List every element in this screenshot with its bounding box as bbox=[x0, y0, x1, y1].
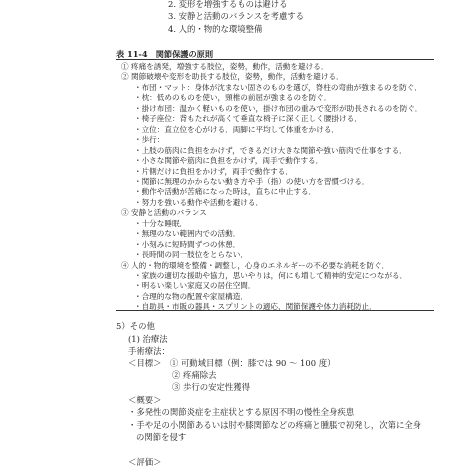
table-bullet: ・合理的な物の配置や家屋構造． bbox=[134, 291, 248, 301]
table-bullet: ・努力を強いる動作や活動を避ける． bbox=[134, 197, 264, 207]
top-list-item: 4. 人的・物的な環境整備 bbox=[168, 24, 263, 34]
table-caption: 表 11-4 関節保護の原則 bbox=[116, 49, 214, 59]
section-line: ＜概要＞ bbox=[128, 395, 162, 405]
table-bullet: ・上肢の筋肉に負担をかけず，できるだけ大きな関節や強い筋肉で仕事をする． bbox=[134, 145, 407, 155]
section-line: ③ 歩行の安定性獲得 bbox=[172, 382, 251, 392]
table-bullet: ・椅子座位：背もたれが高くて垂直な椅子に深く正しく腰掛ける． bbox=[134, 114, 362, 124]
table-bottom-rule bbox=[116, 310, 434, 311]
table-principle: ② 関節破壊や変形を助長する肢位，姿勢，動作，活動を避ける． bbox=[121, 72, 344, 82]
table-principle: ① 疼痛を誘発，増強する肢位，姿勢，動作，活動を避ける． bbox=[121, 62, 329, 71]
top-list-item: 2. 変形を増強するものは避ける bbox=[168, 0, 288, 9]
table-principle: ③ 安静と活動のバランス bbox=[121, 208, 207, 218]
table-bullet: ・枕：低めのものを使い，頸椎の前屈が強まるのを防ぐ． bbox=[134, 93, 332, 103]
section-line: ・多発性の関節炎症を主症状とする原因不明の慢性全身疾患 bbox=[128, 407, 355, 417]
table-bullet: ・小さな関節や筋肉に負担をかけず，両手で動作する． bbox=[134, 156, 324, 166]
table-principle: ④ 人的・物的環境を整備・調整し，心身のエネルギーの不必要な消耗を防ぐ． bbox=[121, 260, 390, 270]
table-bullet: ・動作や活動が苦痛になった時は，直ちに中止する． bbox=[134, 187, 317, 197]
section-line: ・手や足の小関節あるいは肘や膝関節などの疼痛と腫脹で初発し，次第に全身 bbox=[128, 420, 422, 430]
section-line: 5）その他 bbox=[116, 321, 155, 331]
table-bullet: ・無理のない範囲内での活動． bbox=[134, 229, 241, 239]
table-bullet: ・関節に無理のかからない動き方や手（指）の使い方を習慣づける． bbox=[134, 176, 370, 186]
table-bullet: ・小刻みに短時間ずつの休憩． bbox=[134, 239, 241, 249]
section-line: ＜目標＞ ① 可動域目標（例：膝では 90 ～ 100 度） bbox=[128, 358, 336, 368]
table-bullet: ・歩行： bbox=[134, 135, 165, 145]
table-top-rule bbox=[116, 59, 434, 60]
table-bullet: ・布団・マット：身体が沈まない固さのものを選び，脊柱の弯曲が強まるのを防ぐ． bbox=[134, 82, 422, 92]
table-bullet: ・片側だけに負担をかけず，両手で動作する． bbox=[134, 166, 293, 176]
table-bullet: ・明るい楽しい家庭又の居住空間． bbox=[134, 281, 256, 291]
section-line: の関節を侵す bbox=[136, 432, 187, 442]
section-line: (1) 治療法 bbox=[128, 334, 168, 344]
table-bullet: ・掛け布団：温かく軽いものを使い，掛け布団の重みで変形が助長されるのを防ぐ． bbox=[134, 103, 423, 113]
table-bullet: ・長時間の同一肢位をとらない． bbox=[134, 250, 248, 260]
table-bullet: ・十分な睡眠． bbox=[134, 218, 188, 228]
section-line: ② 疼痛除去 bbox=[172, 370, 217, 380]
section-line: ＜評価＞ bbox=[128, 457, 162, 467]
table-bullet: ・家族の適切な援助や協力，思いやりは，何にも増して精神的安定につながる． bbox=[134, 271, 408, 280]
section-line: 手術療法： bbox=[128, 346, 170, 356]
top-list-item: 3. 安静と活動のバランスを考慮する bbox=[168, 11, 305, 21]
table-bullet: ・自助具・市販の器具・スプリントの適応，関節保護や体力消耗防止． bbox=[134, 302, 377, 312]
table-bullet: ・立位：直立位を心がける．両脚に平均して体重をかける． bbox=[134, 124, 340, 134]
